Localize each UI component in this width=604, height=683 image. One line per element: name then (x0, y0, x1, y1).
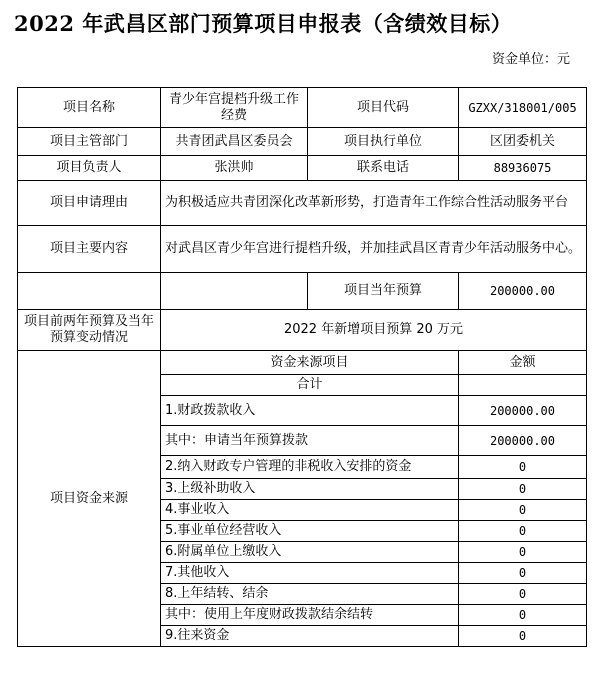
dept-value: 共青团武昌区委员会 (161, 128, 308, 156)
fund-item-amount: 0 (459, 479, 587, 500)
fund-item-label: 8.上年结转、结余 (161, 584, 459, 605)
budget-change-label: 项目前两年预算及当年预算变动情况 (18, 310, 161, 351)
fund-item-label: 其中：申请当年预算拨款 (161, 426, 459, 456)
fund-item-amount: 0 (459, 456, 587, 479)
table-row (18, 181, 587, 226)
fund-item-amount: 200000.00 (459, 426, 587, 456)
project-table (17, 87, 587, 647)
content-value: 对武昌区青少年宫进行提档升级，并加挂武昌区青青少年活动服务中心。 (161, 226, 587, 273)
fund-header-source: 资金来源项目 (161, 351, 459, 375)
fund-item-amount: 200000.00 (459, 396, 587, 426)
table-row (18, 273, 587, 310)
fund-item-label: 3.上级补助收入 (161, 479, 459, 500)
fund-item-amount: 0 (459, 521, 587, 542)
empty-cell (18, 273, 161, 310)
table-row (18, 226, 587, 273)
fund-item-amount: 0 (459, 542, 587, 563)
project-code-label: 项目代码 (308, 88, 459, 128)
currency-unit: 资金单位：元 (491, 52, 570, 67)
fund-item-amount: 0 (459, 584, 587, 605)
owner-value: 张洪帅 (161, 156, 308, 181)
dept-label: 项目主管部门 (18, 128, 161, 156)
owner-label: 项目负责人 (18, 156, 161, 181)
phone-value: 88936075 (459, 156, 587, 181)
content-label: 项目主要内容 (18, 226, 161, 273)
empty-cell (161, 273, 308, 310)
table-row (18, 156, 587, 181)
fund-item-label: 1.财政拨款收入 (161, 396, 459, 426)
fund-item-amount: 0 (459, 563, 587, 584)
fund-item-amount: 0 (459, 626, 587, 647)
fund-item-label: 9.往来资金 (161, 626, 459, 647)
budget-change-value: 2022 年新增项目预算 20 万元 (161, 310, 587, 351)
exec-unit-value: 区团委机关 (459, 128, 587, 156)
fund-item-amount: 0 (459, 500, 587, 521)
reason-label: 项目申请理由 (18, 181, 161, 226)
reason-value: 为积极适应共青团深化改革新形势，打造青年工作综合性活动服务平台 (161, 181, 587, 226)
table-row (18, 128, 587, 156)
phone-label: 联系电话 (308, 156, 459, 181)
fund-item-amount: 0 (459, 605, 587, 626)
project-name-value: 青少年宫提档升级工作经费 (161, 88, 308, 128)
fund-total-label: 合计 (161, 375, 459, 396)
table-row (18, 351, 587, 375)
budget-value: 200000.00 (459, 273, 587, 310)
project-code-value: GZXX/318001/005 (459, 88, 587, 128)
fund-item-label: 2.纳入财政专户管理的非税收入安排的资金 (161, 456, 459, 479)
budget-label: 项目当年预算 (308, 273, 459, 310)
table-row (18, 310, 587, 351)
fund-header-amount: 金额 (459, 351, 587, 375)
fund-item-label: 5.事业单位经营收入 (161, 521, 459, 542)
fund-total-amount (459, 375, 587, 396)
page-title: 2022 年武昌区部门预算项目申报表（含绩效目标） (14, 11, 513, 36)
table-row (18, 88, 587, 128)
project-name-label: 项目名称 (18, 88, 161, 128)
fund-item-label: 其中：使用上年度财政拨款结余结转 (161, 605, 459, 626)
exec-unit-label: 项目执行单位 (308, 128, 459, 156)
fund-item-label: 7.其他收入 (161, 563, 459, 584)
fund-source-label: 项目资金来源 (18, 351, 161, 647)
fund-item-label: 4.事业收入 (161, 500, 459, 521)
fund-item-label: 6.附属单位上缴收入 (161, 542, 459, 563)
